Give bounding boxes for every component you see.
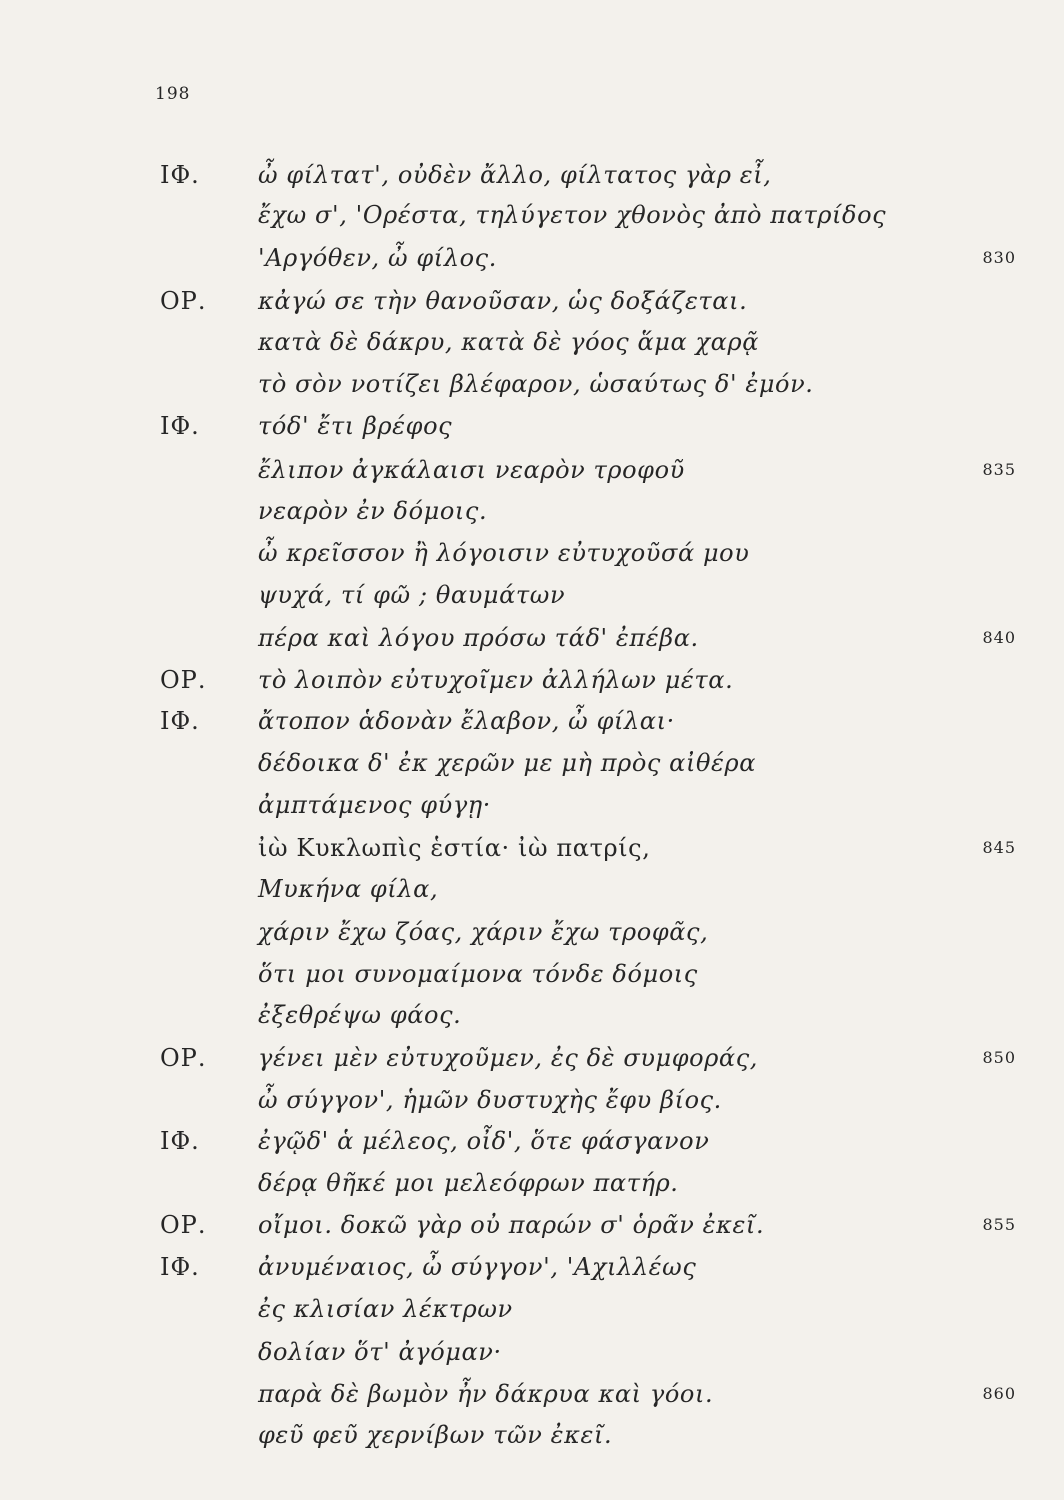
verse-line	[0, 826, 1064, 870]
verse-line	[0, 1372, 1064, 1416]
verse-line	[0, 783, 1064, 827]
verse-text: ὅτι μοι συνομαίμονα τόνδε δόμοις	[258, 960, 698, 988]
line-number: 850	[982, 1048, 1016, 1067]
verse-line	[0, 153, 1064, 197]
verse-line	[0, 1078, 1064, 1122]
verse-line	[0, 616, 1064, 660]
verse-line	[0, 448, 1064, 492]
speaker-label: ΟΡ.	[160, 1044, 207, 1072]
speaker-label: ΟΡ.	[160, 287, 207, 315]
verse-line	[0, 1245, 1064, 1289]
verse-text: ἰὼ Κυκλωπὶς ἑστία· ἰὼ πατρίς,	[258, 834, 651, 862]
verse-text: χάριν ἔχω ζόας, χάριν ἔχω τροφᾶς,	[258, 918, 709, 946]
verse-line	[0, 1287, 1064, 1331]
verse-line	[0, 1413, 1064, 1457]
line-number: 855	[982, 1215, 1016, 1234]
verse-text: δέρᾳ θῆκέ μοι μελεόφρων πατήρ.	[258, 1169, 679, 1197]
verse-line	[0, 1119, 1064, 1163]
verse-text: νεαρὸν ἐν δόμοις.	[258, 497, 488, 525]
verse-line	[0, 404, 1064, 448]
verse-text: ἔχω σ', 'Ορέστα, τηλύγετον χθονὸς ἀπὸ πατρίδος	[258, 201, 887, 229]
verse-text: τὸ λοιπὸν εὐτυχοῖμεν ἀλλήλων μέτα.	[258, 666, 734, 694]
line-number: 845	[982, 838, 1016, 857]
verse-text: δολίαν ὅτ' ἀγόμαν·	[258, 1338, 502, 1366]
verse-line	[0, 279, 1064, 323]
verse-text: τόδ' ἔτι βρέφος	[258, 412, 453, 440]
verse-text: παρὰ δὲ βωμὸν ἦν δάκρυα καὶ γόοι.	[258, 1380, 714, 1408]
verse-text: γένει μὲν εὐτυχοῦμεν, ἐς δὲ συμφοράς,	[258, 1044, 758, 1072]
speaker-label: ΙΦ.	[160, 161, 200, 189]
verse-text: δέδοικα δ' ἐκ χερῶν με μὴ πρὸς αἰθέρα	[258, 749, 757, 777]
verse-line	[0, 910, 1064, 954]
speaker-label: ΙΦ.	[160, 1127, 200, 1155]
verse-text: ὦ φίλτατ', οὐδὲν ἄλλο, φίλτατος γὰρ εἶ,	[258, 161, 772, 189]
speaker-label: ΙΦ.	[160, 707, 200, 735]
verse-text: οἴμοι. δοκῶ γὰρ οὐ παρών σ' ὁρᾶν ἐκεῖ.	[258, 1211, 765, 1239]
verse-text: 'Αργόθεν, ὦ φίλος.	[258, 244, 497, 272]
line-number: 860	[982, 1384, 1016, 1403]
verse-line	[0, 236, 1064, 280]
verse-text: κἀγώ σε τὴν θανοῦσαν, ὡς δοξάζεται.	[258, 287, 748, 315]
verse-line	[0, 320, 1064, 364]
verse-text: ἀμπτάμενος φύγῃ·	[258, 791, 491, 819]
verse-line	[0, 573, 1064, 617]
verse-text: ἔλιπον ἀγκάλαισι νεαρὸν τροφοῦ	[258, 456, 685, 484]
verse-line	[0, 952, 1064, 996]
verse-text: τὸ σὸν νοτίζει βλέφαρον, ὡσαύτως δ' ἐμόν.	[258, 370, 814, 398]
speaker-label: ΙΦ.	[160, 412, 200, 440]
verse-text: πέρα καὶ λόγου πρόσω τάδ' ἐπέβα.	[258, 624, 699, 652]
verse-line	[0, 658, 1064, 702]
speaker-label: ΟΡ.	[160, 1211, 207, 1239]
speaker-label: ΙΦ.	[160, 1253, 200, 1281]
speaker-label: ΟΡ.	[160, 666, 207, 694]
verse-text: ἐς κλισίαν λέκτρων	[258, 1295, 513, 1323]
verse-text: ὦ σύγγον', ἡμῶν δυστυχὴς ἔφυ βίος.	[258, 1086, 722, 1114]
verse-line	[0, 1203, 1064, 1247]
verse-line	[0, 993, 1064, 1037]
verse-text: ἄτοπον ἁδονὰν ἔλαβον, ὦ φίλαι·	[258, 707, 675, 735]
verse-line	[0, 867, 1064, 911]
verse-text: κατὰ δὲ δάκρυ, κατὰ δὲ γόος ἅμα χαρᾷ	[258, 328, 760, 356]
verse-line	[0, 531, 1064, 575]
verse-text: ἀνυμέναιος, ὦ σύγγον', 'Αχιλλέως	[258, 1253, 697, 1281]
verse-text: ὦ κρεῖσσον ἢ λόγοισιν εὐτυχοῦσά μου	[258, 539, 750, 567]
line-number: 840	[982, 628, 1016, 647]
verse-line	[0, 362, 1064, 406]
verse-line	[0, 489, 1064, 533]
verse-line	[0, 699, 1064, 743]
line-number: 830	[982, 248, 1016, 267]
verse-text: ἐξεθρέψω φάος.	[258, 1001, 462, 1029]
verse-text: φεῦ φεῦ χερνίβων τῶν ἐκεῖ.	[258, 1421, 613, 1449]
verse-text: ψυχά, τί φῶ ; θαυμάτων	[258, 581, 566, 609]
page-number: 198	[155, 84, 191, 104]
verse-line	[0, 193, 1064, 237]
verse-text: ἐγῷδ' ἁ μέλεος, οἶδ', ὅτε φάσγανον	[258, 1127, 710, 1155]
verse-line	[0, 1161, 1064, 1205]
line-number: 835	[982, 460, 1016, 479]
verse-text: Μυκήνα φίλα,	[258, 875, 439, 903]
verse-line	[0, 741, 1064, 785]
verse-line	[0, 1036, 1064, 1080]
verse-line	[0, 1330, 1064, 1374]
